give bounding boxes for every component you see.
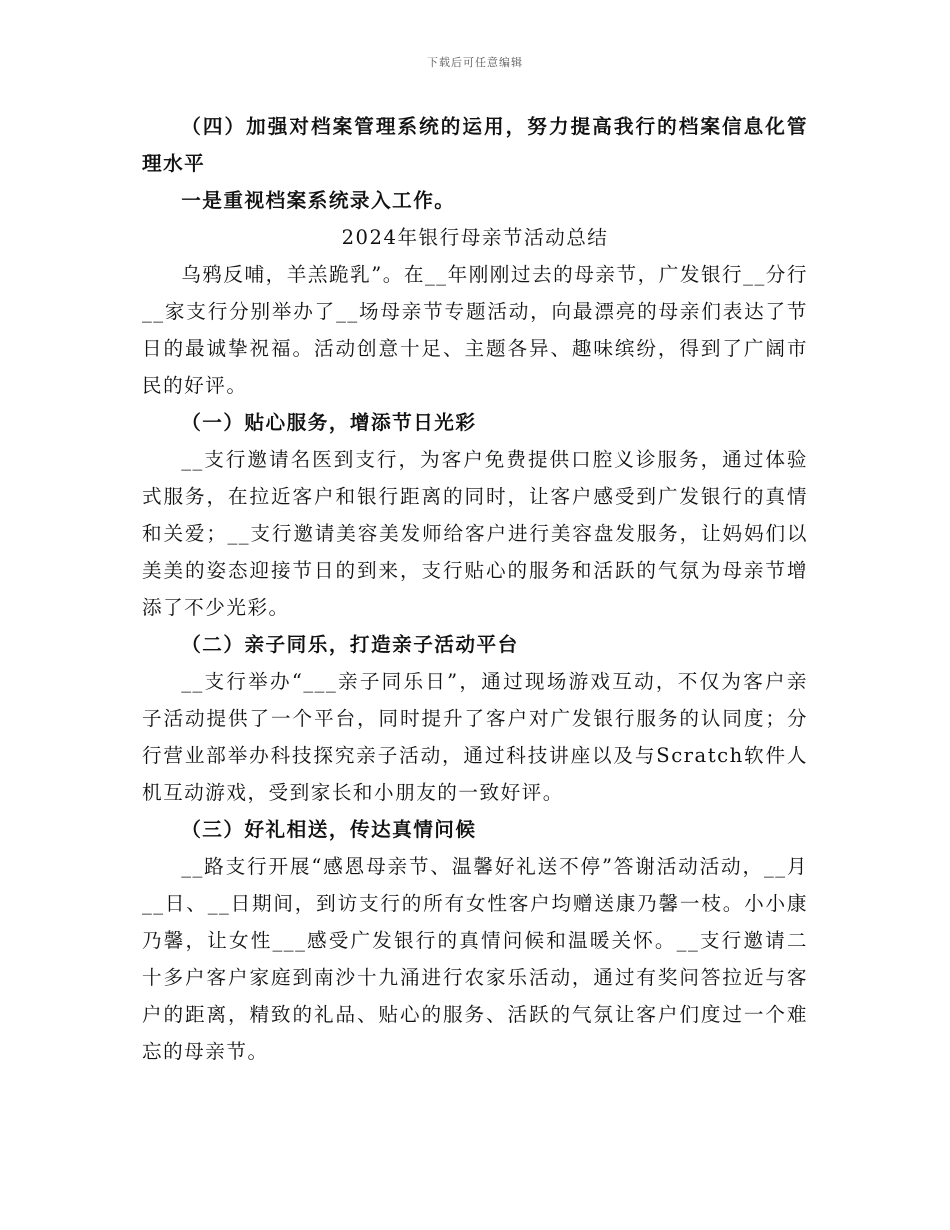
- document-title: 2024年银行母亲节活动总结: [341, 226, 609, 249]
- document-body: [142, 108, 808, 1070]
- page-header: 下载后可任意编辑: [427, 56, 523, 69]
- section-body-3: __路支行开展“感恩母亲节、温馨好礼送不停”答谢活动活动，__月__日、__日期间，到访支行的所有女性客户均赠送康乃馨一枝。小小康乃馨，让女性___感受广发银行的真情问候和温暖关怀。__支行邀请二十多户客户家庭到南沙十九涌进行农家乐活动，通过有奖问答拉近与客户的距离，精致的礼品、贴心的服务、活跃的气氛让客户们度过一个难忘的母亲节。: [142, 855, 808, 1063]
- section-body-2: __支行举办“___亲子同乐日”，通过现场游戏互动，不仅为客户亲子活动提供了一个平台，同时提升了客户对广发银行服务的认同度；分行营业部举办科技探究亲子活动，通过科技讲座以及与Scratch软件人机互动游戏，受到家长和小朋友的一致好评。: [142, 670, 808, 804]
- section-heading-3: （三）好礼相送，传达真情问候: [181, 818, 477, 841]
- section-four-heading: （四）加强对档案管理系统的运用，努力提高我行的档案信息化管理水平: [142, 115, 808, 175]
- section-four-item: 一是重视档案系统录入工作。: [181, 189, 456, 212]
- section-heading-2: （二）亲子同乐，打造亲子活动平台: [181, 633, 519, 656]
- intro-paragraph: 乌鸦反哺，羊羔跪乳”。在__年刚刚过去的母亲节，广发银行__分行__家支行分别举办了__场母亲节专题活动，向最漂亮的母亲们表达了节日的最诚挚祝福。活动创意十足、主题各异、趣味缤纷，得到了广阔市民的好评。: [142, 263, 808, 397]
- section-heading-1: （一）贴心服务，增添节日光彩: [181, 411, 477, 434]
- section-body-1: __支行邀请名医到支行，为客户免费提供口腔义诊服务，通过体验式服务，在拉近客户和银行距离的同时，让客户感受到广发银行的真情和关爱；__支行邀请美容美发师给客户进行美容盘发服务，让妈妈们以美美的姿态迎接节日的到来，支行贴心的服务和活跃的气氛为母亲节增添了不少光彩。: [142, 448, 808, 619]
